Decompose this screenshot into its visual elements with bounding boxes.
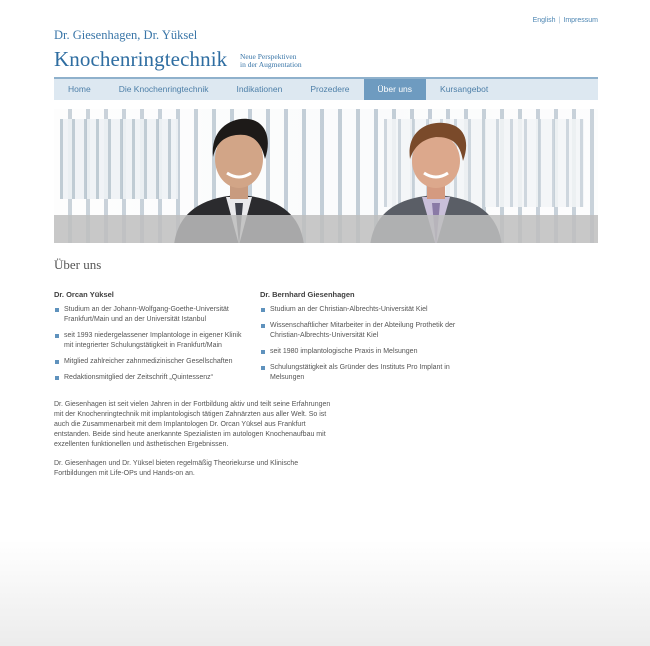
language-links [533,17,598,24]
nav-item-knochenringtechnik[interactable]: Die Knochenringtechnik [118,84,209,94]
doctor-name: Dr. Bernhard Giesenhagen [260,290,355,299]
square-bullet-icon [55,360,59,364]
nav-item-ueber-uns[interactable]: Über uns [364,79,427,100]
link-separator: | [558,17,561,24]
window-left [60,119,178,199]
nav-item-home[interactable]: Home [68,84,91,94]
square-bullet-icon [261,308,265,312]
doctor-profile-yuksel [54,290,244,389]
list-item: Studium an der Christian-Albrechts-Universität Kiel [260,305,470,315]
nav-item-prozedere[interactable]: Prozedere [310,84,350,94]
intro-paragraph: Dr. Giesenhagen ist seit vielen Jahren in der Fortbildung aktiv und teilt seine Erfahrungen mit der Knochenringtechnik mit implantologisch tätigen Zahnärzten aus aller Welt. So ist auch die Zusammenarbeit mit dem Implantologen Dr. Orcan Yüksel aus Frankfurt entstanden. Beide sind heute anerkannte Spezialisten im autologen Knochenaufbau mit exzellenten funktionellen und ästhetischen Ergebnissen. [54,401,331,448]
desk-surface [54,215,598,243]
list-item: seit 1980 implantologische Praxis in Melsungen [260,347,470,357]
main-navigation [54,77,598,100]
nav-item-kursangebot[interactable]: Kursangebot [440,84,489,94]
list-item: Wissenschaftlicher Mitarbeiter in der Abteilung Prothetik der Christian-Albrechts-Universität Kiel [260,321,470,341]
square-bullet-icon [261,350,265,354]
page-title: Über uns [54,257,102,272]
list-item: Studium an der Johann-Wolfgang-Goethe-Universität Frankfurt/Main und an der Universität Istanbul [54,305,244,325]
square-bullet-icon [55,308,59,312]
brand-logo[interactable]: Knochenringtechnik [54,47,228,71]
square-bullet-icon [261,366,265,370]
tagline-line-2: in der Augmentation [240,60,302,69]
nav-item-indikationen[interactable]: Indikationen [236,84,283,94]
courses-paragraph: Dr. Giesenhagen und Dr. Yüksel bieten regelmäßig Theoriekurse und Klinische Fortbildungen mit Life-OPs und Hands-on an. [54,460,299,477]
impressum-link[interactable]: Impressum [563,17,598,24]
doctors-kicker: Dr. Giesenhagen, Dr. Yüksel [54,28,198,42]
list-item: Redaktionsmitglied der Zeitschrift „Quintessenz“ [54,373,244,383]
square-bullet-icon [261,324,265,328]
hero-photo [54,109,598,243]
doctor-name: Dr. Orcan Yüksel [54,290,114,299]
list-item: Schulungstätigkeit als Gründer des Instituts Pro Implant in Melsungen [260,363,470,383]
tagline [240,53,302,69]
square-bullet-icon [55,334,59,338]
list-item: Mitglied zahlreicher zahnmedizinischer Gesellschaften [54,357,244,367]
doctor-profile-giesenhagen [260,290,470,389]
english-link[interactable]: English [532,17,556,24]
list-item: seit 1993 niedergelassener Implantologe in eigener Klinik mit integrierter Schulungstätigkeit in Frankfurt/Main [54,331,244,351]
tagline-line-1: Neue Perspektiven [240,52,297,61]
square-bullet-icon [55,376,59,380]
